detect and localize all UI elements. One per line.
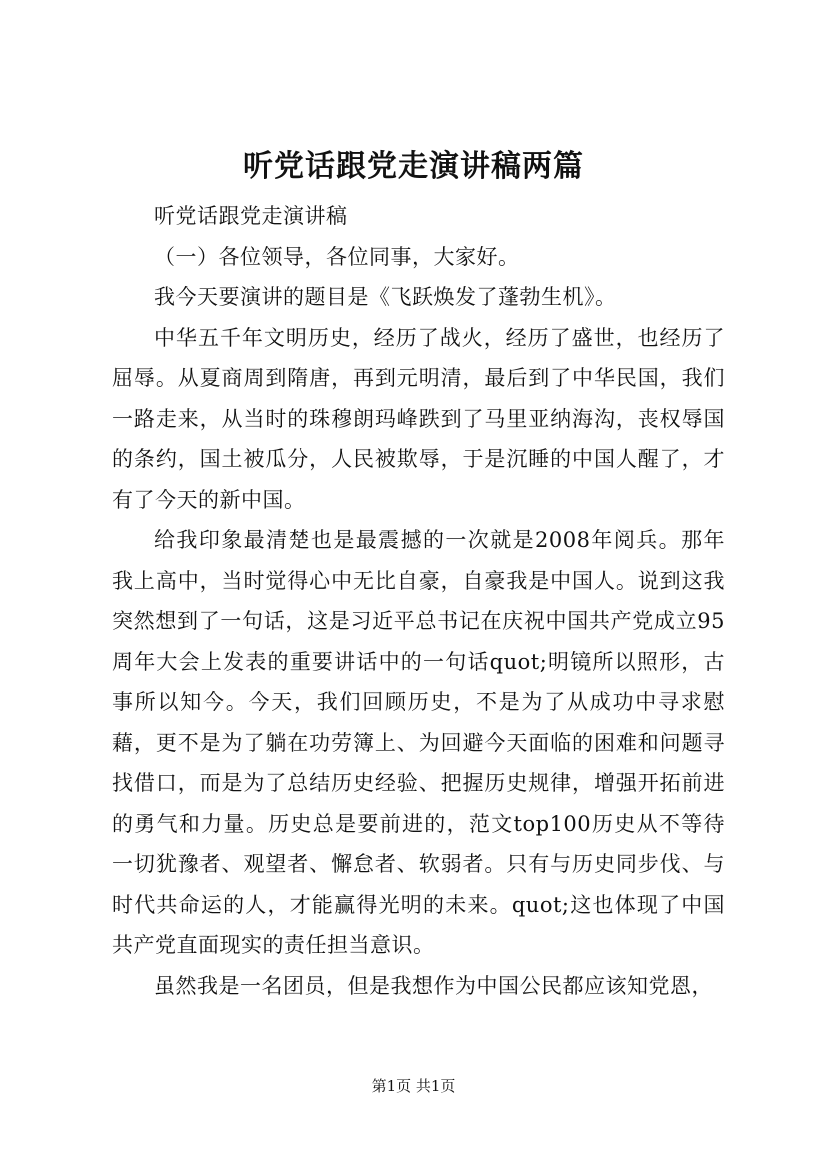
paragraph-closing: 虽然我是一名团员，但是我想作为中国公民都应该知党恩， xyxy=(154,973,713,998)
paragraph-topic: 我今天要演讲的题目是《飞跃焕发了蓬勃生机》。 xyxy=(154,285,617,309)
paragraph-parade: 给我印象最清楚也是最震撼的一次就是2008年阅兵。那年我上高中，当时觉得心中无比自豪，自豪我是中国人。说到这我突然想到了一句话，这是习近平总书记在庆祝中国共产党成立95周年大会上发表的重要讲话中的一句话quot;明镜所以照形，古事所以知今。今天，我们回顾历史，不是为了从成功中寻求慰藉，更不是为了躺在功劳簿上、为回避今天面临的困难和问题寻找借口，而是为了总结历史经验、把握历史规律，增强开拓前进的勇气和力量。历史总是要前进的，范文top100历史从不等待一切犹豫者、观望者、懈怠者、软弱者。只有与历史同步伐、与时代共命运的人，才能赢得光明的未来。quot;这也体现了中国共产党直面现实的责任担当意识。 xyxy=(112,528,725,957)
paragraph-history: 中华五千年文明历史，经历了战火，经历了盛世，也经历了屈辱。从夏商周到隋唐，再到元明清，最后到了中华民国，我们一路走来，从当时的珠穆朗玛峰跌到了马里亚纳海沟，丧权辱国的条约，国土被瓜分，人民被欺辱，于是沉睡的中国人醒了，才有了今天的新中国。 xyxy=(112,325,725,512)
paragraph-greeting: （一）各位领导，各位同事，大家好。 xyxy=(154,244,520,269)
page-footer: 第1页 共1页 xyxy=(371,1077,456,1095)
paragraph-subtitle: 听党话跟党走演讲稿 xyxy=(154,204,348,228)
document-title: 听党话跟党走演讲稿两篇 xyxy=(243,149,584,184)
document-body xyxy=(112,196,725,1006)
